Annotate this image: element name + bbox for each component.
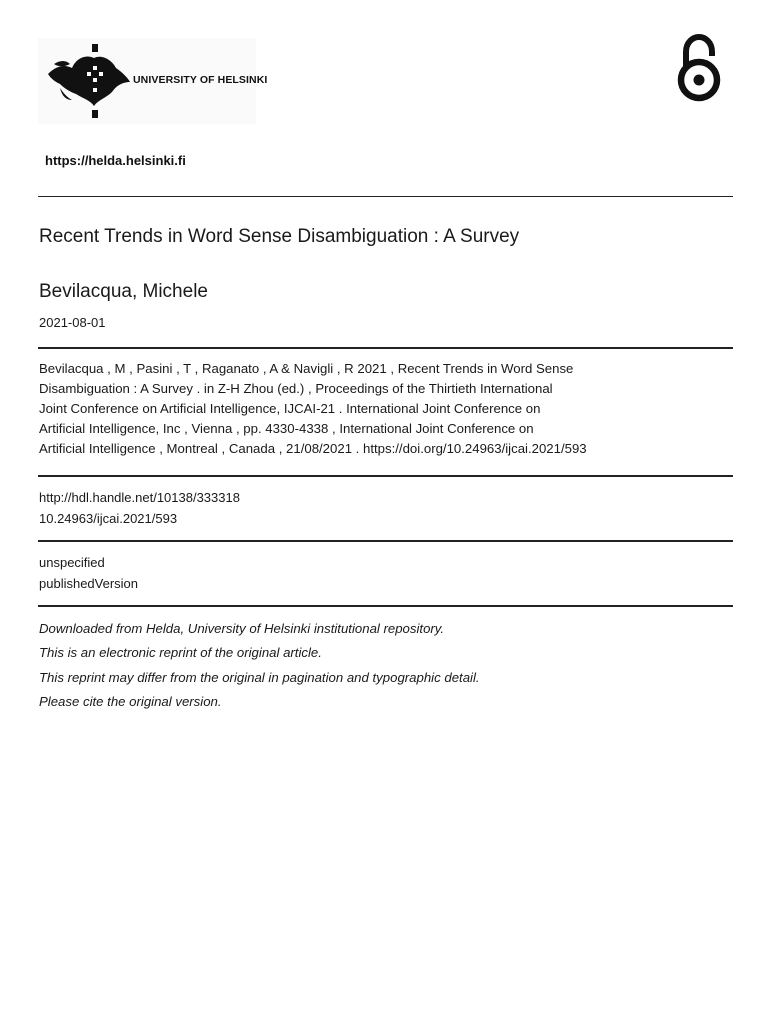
- repository-link[interactable]: https://helda.helsinki.fi: [45, 153, 186, 168]
- identifiers: [39, 487, 240, 529]
- license-text: unspecified: [39, 555, 105, 570]
- university-logo: [38, 38, 268, 124]
- helsinki-flame-icon: [46, 44, 136, 120]
- document-author: Bevilacqua, Michele: [39, 281, 208, 302]
- open-access-lock-icon: [671, 34, 727, 104]
- version-info: [39, 552, 138, 594]
- doi-text: 10.24963/ijcai.2021/593: [39, 511, 178, 526]
- citation-line: Bevilacqua , M , Pasini , T , Raganato , A & Navigli , R 2021 , Recent Trends in Word Sense: [39, 361, 574, 376]
- divider: [38, 347, 733, 349]
- handle-link[interactable]: http://hdl.handle.net/10138/333318: [39, 490, 240, 505]
- citation-line: Artificial Intelligence , Montreal , Canada , 21/08/2021 . https://doi.org/10.24963/ijcai.2021/593: [39, 441, 587, 456]
- logo-text: UNIVERSITY OF HELSINKI: [133, 74, 268, 86]
- divider: [38, 475, 733, 477]
- citation-line: Artificial Intelligence, Inc , Vienna , pp. 4330-4338 , International Joint Conference on: [39, 421, 534, 436]
- divider: [38, 605, 733, 607]
- version-text: publishedVersion: [39, 576, 139, 591]
- note-line: Please cite the original version.: [39, 693, 222, 709]
- divider: [38, 196, 733, 197]
- citation-block: [39, 359, 659, 459]
- reprint-notes: [39, 617, 480, 714]
- note-line: This reprint may differ from the original in pagination and typographic detail.: [39, 669, 480, 685]
- citation-line: Joint Conference on Artificial Intelligence, IJCAI-21 . International Joint Conference on: [39, 401, 541, 416]
- publication-date: 2021-08-01: [39, 315, 106, 330]
- document-title: Recent Trends in Word Sense Disambiguation : A Survey: [39, 226, 520, 247]
- note-line: Downloaded from Helda, University of Helsinki institutional repository.: [39, 621, 445, 636]
- citation-line: Disambiguation : A Survey . in Z-H Zhou (ed.) , Proceedings of the Thirtieth International: [39, 381, 553, 396]
- note-line: This is an electronic reprint of the original article.: [39, 645, 322, 661]
- divider: [38, 540, 733, 542]
